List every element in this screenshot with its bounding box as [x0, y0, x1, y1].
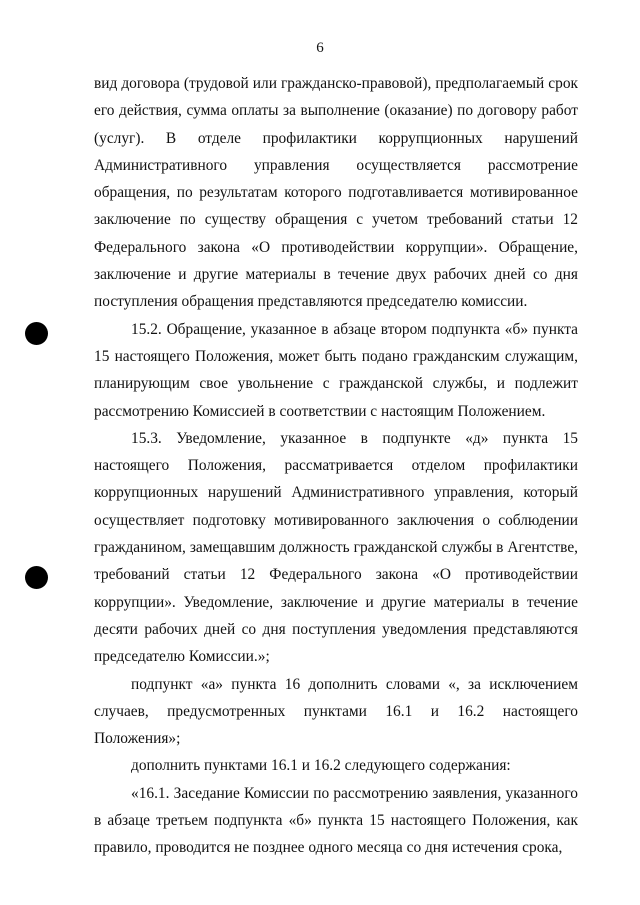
document-body	[94, 70, 578, 862]
punch-hole-mark	[25, 566, 48, 589]
page-number: 6	[316, 40, 324, 56]
punch-hole-mark	[25, 322, 48, 345]
paragraph-continuation: вид договора (трудовой или гражданско-правовой), предполагаемый срок его действия, сумма оплаты за выполнение (оказание) по договору работ (услуг). В отделе профилактики коррупционных нарушений Административного управления осуществляется рассмотрение обращения, по результатам которого подготавливается мотивированное заключение по существу обращения с учетом требований статьи 12 Федерального закона «О противодействии коррупции». Обращение, заключение и другие материалы в течение двух рабочих дней со дня поступления обращения представляются председателю комиссии.	[94, 75, 578, 311]
paragraph-15-3: 15.3. Уведомление, указанное в подпункте «д» пункта 15 настоящего Положения, рассматривается отделом профилактики коррупционных нарушений Административного управления, который осуществляет подготовку мотивированного заключения о соблюдении гражданином, замещавшим должность гражданской службы в Агентстве, требований статьи 12 Федерального закона «О противодействии коррупции». Уведомление, заключение и другие материалы в течение десяти рабочих дней со дня поступления уведомления представляются председателю Комиссии.»;	[94, 429, 578, 666]
paragraph-16-1: «16.1. Заседание Комиссии по рассмотрению заявления, указанного в абзаце третьем подпункта «б» пункта 15 настоящего Положения, как правило, проводится не позднее одного месяца со дня истечения срока,	[94, 784, 578, 857]
paragraph-add-16-1-16-2: дополнить пунктами 16.1 и 16.2 следующего содержания:	[131, 757, 511, 775]
paragraph-amendment-16a: подпункт «а» пункта 16 дополнить словами «, за исключением случаев, предусмотренных пунктами 16.1 и 16.2 настоящего Положения»;	[94, 675, 578, 748]
paragraph-15-2: 15.2. Обращение, указанное в абзаце втором подпункта «б» пункта 15 настоящего Положения, может быть подано гражданским служащим, планирующим свое увольнение с гражданской службы, и подлежит рассмотрению Комиссией в соответствии с настоящим Положением.	[94, 320, 578, 420]
